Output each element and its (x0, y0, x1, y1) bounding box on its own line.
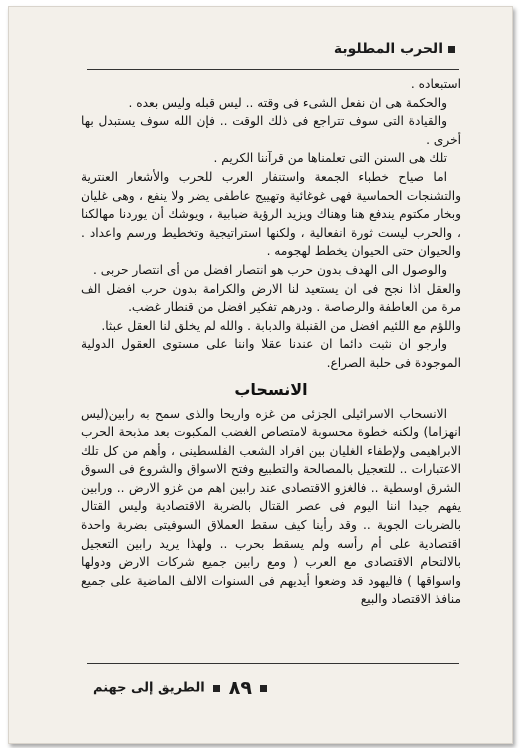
page-footer (93, 677, 271, 699)
body-text (81, 75, 461, 609)
paragraph: والعقل اذا نجح فى ان يستعيد لنا الارض والكرامة بدون حرب افضل الف مرة من العاطفة والرصاصة . ودرهم تفكير افضل من قنطار غضب. (81, 281, 461, 315)
paragraph: الانسحاب الاسرائيلى الجزئى من غزه واريحا والذى سمح به رابين(ليس انهزاما) ولكنه خطوة محسوبة لامتصاص الغضب المكبوت بعد مذبحة الحرب الابراهيمى ولإطفاء الغليان بين افراد الشعب الفلسطينى ، وأهم من كل تلك الاعتبارات .. للتعجيل بالمصالحة والتطبيع وفتح الاسواق والشروع فى السوق الشرق اوسطية .. فالغزو الاقتصادى عند رابين اهم من غزو الارض .. ورابين يفهم جيدا اننا اليوم فى عصر القتال بالضربة الاقتصادية وليس القتال بالضربات الجوية .. وقد رأينا كيف سقط العملاق السوفيتى بضربة واحدة اقتصادية على أم رأسه ولم يسقط بحرب .. ولهذا يريد رابين التعجيل بالالتحام الاقتصادى مع العرب ( ومع رابين جميع شركات الارض ودولها واسواقها ) فاليهود قد وضعوا أيديهم فى السنوات الالف الماضية على جميع منافذ الاقتصاد والبيع (81, 406, 461, 607)
square-bullet-icon (213, 685, 220, 692)
paragraph: وارجو ان نثبت دائما ان عندنا عقلا واننا على مستوى العقول الدولية الموجودة فى حلبة الصراع. (81, 337, 461, 370)
square-bullet-icon (448, 46, 455, 53)
section-heading: الانسحاب (234, 379, 308, 399)
paragraph: استبعاده . (410, 77, 461, 91)
book-page (8, 6, 513, 744)
paragraph: واللؤم مع اللئيم افضل من القنبلة والدبابة . والله لم يخلق لنا العقل عبثا. (101, 318, 461, 333)
paragraph: والوصول الى الهدف بدون حرب هو انتصار افضل من أى انتصار حربى . (92, 262, 447, 277)
paragraph: والحكمة هى ان نفعل الشىء فى وقته .. ليس قبله وليس بعده . (128, 95, 447, 110)
paragraph: اما صياح خطباء الجمعة واستنفار العرب للحرب والأشعار العنترية والتشنجات الحماسية فهى غوغائية وتهييج عاطفى يضر ولا ينفع ، وهى غليان وبخار مكتوم يندفع هنا وهناك ويزيد الرؤية ضبابية ، ويوشك أن يوردنا مهالكنا ، والحرب ليست ثورة انفعالية ، ولكنها استراتيجية وتخطيط ورسم واعداد . والحيوان حتى الحيوان يخطط لهجومه . (81, 169, 461, 259)
page-number: ٨٩ (228, 677, 252, 699)
footer-rule (87, 663, 459, 664)
running-header (89, 41, 455, 57)
header-rule (87, 69, 459, 70)
square-bullet-icon (260, 685, 267, 692)
running-title: الحرب المطلوبة (333, 41, 443, 57)
paragraph: والقيادة التى سوف تتراجع فى ذلك الوقت .. فإن الله سوف يستبدل بها أخرى . (81, 114, 461, 147)
book-title: الطريق إلى جهنم (93, 680, 205, 696)
paragraph: تلك هى السنن التى تعلمناها من قرآننا الكريم . (213, 151, 447, 166)
